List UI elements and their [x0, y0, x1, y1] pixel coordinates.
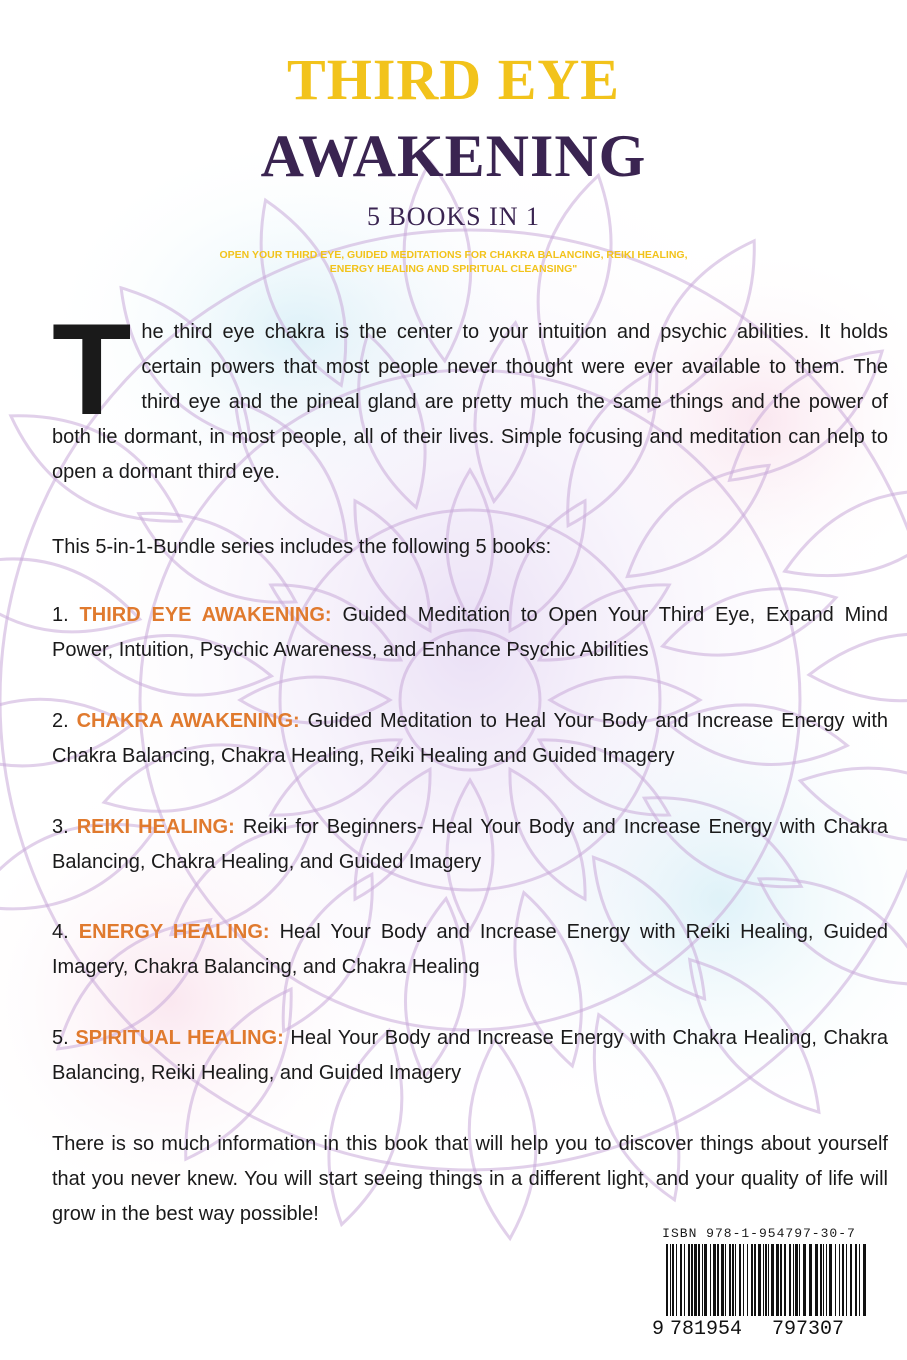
book-title: ENERGY HEALING:	[78, 921, 270, 943]
barcode-bar	[799, 1244, 800, 1316]
book-description: Heal Your Body and Increase Energy with Reiki Healing, Guided Imagery, Chakra Balancing, and Chakra Healing	[52, 921, 888, 978]
title-line-2: AWAKENING	[260, 123, 647, 189]
barcode-bar	[666, 1244, 668, 1328]
barcode-bar	[729, 1244, 731, 1316]
book-description: Guided Meditation to Open Your Third Eye, Expand Mind Power, Intuition, Psychic Awareness, and Enhance Psychic Abilities	[52, 604, 888, 661]
barcode-bar	[850, 1244, 852, 1316]
barcode-bar	[691, 1244, 693, 1316]
barcode-bar	[735, 1244, 736, 1316]
barcode-digits-right: 797307	[772, 1318, 845, 1336]
drop-cap: T	[52, 296, 132, 442]
isbn-barcode	[646, 1226, 872, 1336]
barcode-bar	[784, 1244, 786, 1316]
book-number: 4.	[52, 921, 69, 943]
book-description: Reiki for Beginners- Heal Your Body and Increase Energy with Chakra Balancing, Chakra Healing, and Guided Imagery	[52, 816, 888, 873]
barcode-bar	[780, 1244, 782, 1316]
barcode-bar	[702, 1244, 703, 1316]
barcode-bar	[704, 1244, 707, 1316]
barcode-bar	[768, 1244, 769, 1328]
intro-text: he third eye chakra is the center to your intuition and psychic abilities. It holds certain powers that most people never thought were ever available to them. The third eye and the pineal gland are pretty much the same things and the power of both lie dormant, in most people, all of their lives. Simple focusing and meditation can help to open a dormant third eye.	[52, 321, 888, 483]
barcode-bar	[793, 1244, 794, 1316]
barcode-bar	[676, 1244, 677, 1316]
book-number: 1.	[52, 604, 69, 626]
title-line-1: THIRD EYE	[287, 47, 620, 112]
closing-paragraph: There is so much information in this book that will help you to discover things about yourself that you never knew. You will start seeing things in a different light, and your quality of life will grow in the best way possible!	[52, 1133, 888, 1225]
barcode-bar	[829, 1244, 832, 1316]
barcode-bar	[698, 1244, 700, 1316]
barcode-bar	[754, 1244, 756, 1316]
barcode-bar	[751, 1244, 753, 1316]
barcode-bar	[765, 1244, 767, 1328]
isbn-label: ISBN 978-1-954797-30-7	[662, 1226, 856, 1241]
book-title: CHAKRA AWAKENING:	[76, 710, 300, 732]
barcode-bar	[688, 1244, 690, 1316]
barcode-bar	[747, 1244, 748, 1316]
book-title: SPIRITUAL HEALING:	[75, 1027, 284, 1049]
barcode-bar	[776, 1244, 779, 1316]
book-item	[52, 598, 888, 668]
barcode-bar	[826, 1244, 827, 1316]
book-item	[52, 915, 888, 985]
book-title: REIKI HEALING:	[76, 816, 235, 838]
barcode-bar	[672, 1244, 674, 1316]
barcode-bar	[863, 1244, 866, 1328]
barcode-bar	[842, 1244, 844, 1316]
barcode-bar	[670, 1244, 671, 1328]
book-number: 3.	[52, 816, 69, 838]
bundle-intro: This 5-in-1-Bundle series includes the following 5 books:	[52, 536, 552, 558]
barcode-bar	[771, 1244, 774, 1316]
barcode-bar	[820, 1244, 822, 1316]
barcode-bar	[694, 1244, 697, 1316]
barcode-bar	[789, 1244, 791, 1316]
barcode-bar	[684, 1244, 685, 1316]
barcode-bar	[846, 1244, 847, 1316]
barcode-bar	[739, 1244, 741, 1316]
subtitle: OPEN YOUR THIRD EYE, GUIDED MEDITATIONS FOR CHAKRA BALANCING, REIKI HEALING, ENERGY HEALING AND SPIRITUAL CLEANSING"	[219, 249, 688, 275]
barcode-bar	[763, 1244, 764, 1316]
barcode-bar	[721, 1244, 724, 1316]
title-line-3: 5 BOOKS IN 1	[366, 202, 541, 231]
book-description: Guided Meditation to Heal Your Body and Increase Energy with Chakra Balancing, Chakra Healing, Reiki Healing and Guided Imagery	[52, 710, 889, 767]
barcode-bar	[855, 1244, 857, 1316]
barcode-bar	[713, 1244, 716, 1316]
barcode-bar	[717, 1244, 719, 1316]
barcode-bar	[710, 1244, 711, 1316]
book-item	[52, 1021, 888, 1091]
barcode-bar	[839, 1244, 840, 1316]
barcode-bar	[758, 1244, 761, 1316]
barcode-bar	[732, 1244, 734, 1316]
book-number: 2.	[52, 710, 69, 732]
barcode-bar	[795, 1244, 798, 1316]
barcode-bar	[803, 1244, 806, 1316]
barcode-bar	[815, 1244, 818, 1316]
barcode-bar	[859, 1244, 860, 1328]
book-number: 5.	[52, 1027, 69, 1049]
book-title: THIRD EYE AWAKENING:	[79, 604, 332, 626]
book-description: Heal Your Body and Increase Energy with Chakra Healing, Chakra Balancing, Reiki Healing, and Guided Imagery	[52, 1027, 889, 1084]
barcode-bar	[809, 1244, 812, 1316]
barcode-digit-lead: 9	[652, 1318, 665, 1336]
intro-paragraph	[52, 296, 888, 490]
barcode-digits-left: 781954	[670, 1318, 743, 1336]
book-item	[52, 704, 888, 774]
barcode-bar	[743, 1244, 744, 1316]
barcode-bar	[725, 1244, 726, 1316]
barcode-bars	[646, 1244, 872, 1336]
barcode-bar	[680, 1244, 682, 1316]
book-item	[52, 810, 888, 880]
barcode-bar	[835, 1244, 836, 1316]
barcode-bar	[823, 1244, 824, 1316]
